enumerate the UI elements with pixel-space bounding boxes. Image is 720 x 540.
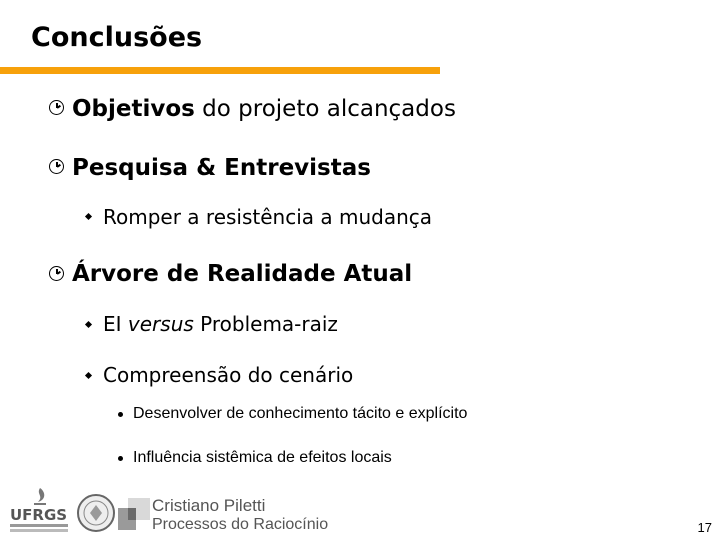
clock-icon [49,266,64,281]
title-underline [0,67,440,74]
slide-title: Conclusões [31,22,203,53]
author-logo [118,498,150,530]
bullet-objetivos-rest: do projeto alcançados [194,96,456,122]
bullet-desenvolver: Desenvolver de conhecimento tácito e explícito [133,405,468,422]
course-name: Processos do Raciocínio [152,516,329,533]
bullet-objetivos-bold: Objetivos [72,96,195,122]
bullet-arvore-bold: Árvore de Realidade Atual [72,261,413,287]
author-name: Cristiano Piletti [152,496,266,515]
bullet-compreensao: Compreensão do cenário [103,363,354,387]
ufrgs-logo [8,486,116,538]
bullet-ei-versus [103,312,338,336]
page-number: 17 [697,520,712,535]
bullet-romper: Romper a resistência a mudança [103,205,433,229]
diamond-icon [85,213,92,220]
diamond-icon [85,372,92,379]
bullet-pesquisa-bold: Pesquisa & Entrevistas [72,155,371,181]
bullet-ei-pre: EI [103,312,128,336]
clock-icon [49,159,64,174]
ufrgs-logo-text: UFRGS [10,506,68,524]
bullet-influencia: Influência sistêmica de efeitos locais [133,449,392,466]
bullet-objetivos [72,96,456,122]
bullet-arvore [72,261,412,287]
dot-icon [118,456,123,461]
bullet-pesquisa [72,155,371,181]
bullet-ei-post: Problema-raiz [193,312,338,336]
clock-icon [49,100,64,115]
diamond-icon [85,321,92,328]
bullet-ei-italic: versus [127,312,194,336]
dot-icon [118,412,123,417]
